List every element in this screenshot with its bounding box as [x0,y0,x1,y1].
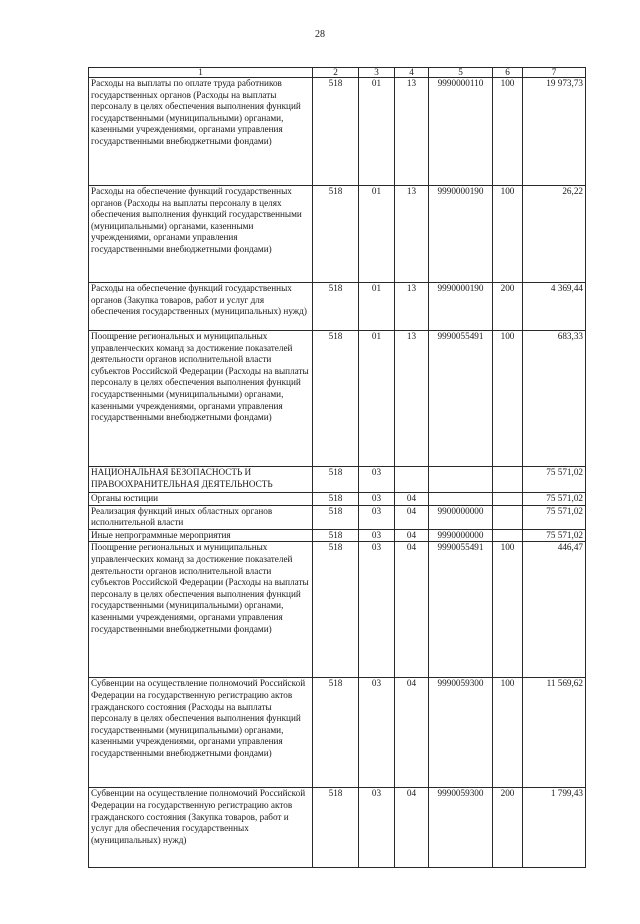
page-number: 28 [315,29,325,40]
row-subsection: 04 [395,788,429,868]
row-subsection: 13 [395,186,429,283]
row-name: НАЦИОНАЛЬНАЯ БЕЗОПАСНОСТЬ И ПРАВООХРАНИТЕЛЬНАЯ ДЕЯТЕЛЬНОСТЬ [89,467,313,493]
table-row [89,678,586,788]
row-target-article: 9900000000 [429,505,493,529]
row-amount: 75 571,02 [523,505,586,529]
row-name: Расходы на выплаты по оплате труда работников государственных органов (Расходы на выплаты персоналу в целях обеспечения выполнения функций государственными (муниципальными) органами, казенными учреждениями, органами управления государственными внебюджетными фондами) [89,78,313,186]
row-section: 01 [359,78,395,186]
header-cell-2: 2 [313,68,359,78]
row-target-article [429,493,493,506]
row-expense-type: 200 [493,283,523,331]
row-amount: 1 799,43 [523,788,586,868]
row-expense-type [493,467,523,493]
row-name: Органы юстиции [89,493,313,506]
header-cell-1: 1 [89,68,313,78]
table-row [89,505,586,529]
row-expense-type [493,505,523,529]
table-row [89,788,586,868]
row-expense-type: 100 [493,678,523,788]
row-amount: 75 571,02 [523,529,586,542]
row-target-article: 9990000190 [429,186,493,283]
row-subsection: 04 [395,542,429,678]
header-cell-5: 5 [429,68,493,78]
table-row [89,542,586,678]
row-code-admin: 518 [313,331,359,467]
row-amount: 4 369,44 [523,283,586,331]
row-subsection: 04 [395,505,429,529]
row-target-article: 9990059300 [429,788,493,868]
header-cell-3: 3 [359,68,395,78]
row-target-article: 9990059300 [429,678,493,788]
row-expense-type [493,529,523,542]
table-body [89,68,586,868]
table-row [89,186,586,283]
row-name: Расходы на обеспечение функций государственных органов (Закупка товаров, работ и услуг для обеспечения государственных (муниципальных) нужд) [89,283,313,331]
row-subsection: 13 [395,331,429,467]
row-amount: 26,22 [523,186,586,283]
row-target-article: 9990000190 [429,283,493,331]
row-code-admin: 518 [313,283,359,331]
row-expense-type: 100 [493,542,523,678]
row-name: Реализация функций иных областных органов исполнительной власти [89,505,313,529]
row-expense-type: 100 [493,331,523,467]
row-code-admin: 518 [313,505,359,529]
row-code-admin: 518 [313,78,359,186]
row-expense-type: 100 [493,186,523,283]
row-section: 03 [359,505,395,529]
row-name: Иные непрограммные мероприятия [89,529,313,542]
row-name: Поощрение региональных и муниципальных управленческих команд за достижение показателей деятельности органов исполнительной власти субъектов Российской Федерации (Расходы на выплаты персоналу в целях обеспечения выполнения функций государственными (муниципальными) органами, казенными учреждениями, органами управления государственными внебюджетными фондами) [89,542,313,678]
row-code-admin: 518 [313,678,359,788]
header-cell-4: 4 [395,68,429,78]
row-section: 01 [359,186,395,283]
row-target-article: 9990000000 [429,529,493,542]
header-row [89,68,586,78]
row-amount: 19 973,73 [523,78,586,186]
row-target-article: 9990055491 [429,542,493,678]
row-section: 01 [359,331,395,467]
row-expense-type: 200 [493,788,523,868]
table-row [89,529,586,542]
row-code-admin: 518 [313,493,359,506]
row-subsection: 04 [395,529,429,542]
row-target-article [429,467,493,493]
row-subsection: 04 [395,493,429,506]
row-code-admin: 518 [313,529,359,542]
row-section: 03 [359,788,395,868]
row-code-admin: 518 [313,186,359,283]
row-section: 03 [359,529,395,542]
row-name: Расходы на обеспечение функций государственных органов (Расходы на выплаты персоналу в целях обеспечения выполнения функций государственными (муниципальными) органами, казенными учреждениями, органами управления государственными внебюджетными фондами) [89,186,313,283]
row-target-article: 9990055491 [429,331,493,467]
table-row [89,493,586,506]
row-name: Субвенции на осуществление полномочий Российской Федерации на государственную регистрацию актов гражданского состояния (Расходы на выплаты персоналу в целях обеспечения выполнения функций государственными (муниципальными) органами, казенными учреждениями, органами управления государственными внебюджетными фондами) [89,678,313,788]
row-name: Поощрение региональных и муниципальных управленческих команд за достижение показателей деятельности органов исполнительной власти субъектов Российской Федерации (Расходы на выплаты персоналу в целях обеспечения выполнения функций государственными (муниципальными) органами, казенными учреждениями, органами управления государственными внебюджетными фондами) [89,331,313,467]
row-section: 03 [359,493,395,506]
row-target-article: 9990000110 [429,78,493,186]
table-row [89,78,586,186]
row-subsection: 04 [395,678,429,788]
table-row [89,467,586,493]
row-expense-type: 100 [493,78,523,186]
budget-table [88,67,586,868]
row-subsection: 13 [395,78,429,186]
row-section: 01 [359,283,395,331]
row-amount: 683,33 [523,331,586,467]
row-code-admin: 518 [313,542,359,678]
table-row [89,331,586,467]
row-subsection [395,467,429,493]
row-code-admin: 518 [313,788,359,868]
row-subsection: 13 [395,283,429,331]
row-name: Субвенции на осуществление полномочий Российской Федерации на государственную регистрацию актов гражданского состояния (Закупка товаров, работ и услуг для обеспечения государственных (муниципальных) нужд) [89,788,313,868]
row-section: 03 [359,678,395,788]
row-section: 03 [359,467,395,493]
header-cell-6: 6 [493,68,523,78]
table-row [89,283,586,331]
row-expense-type [493,493,523,506]
header-cell-7: 7 [523,68,586,78]
row-code-admin: 518 [313,467,359,493]
row-amount: 75 571,02 [523,493,586,506]
row-amount: 75 571,02 [523,467,586,493]
row-amount: 446,47 [523,542,586,678]
row-amount: 11 569,62 [523,678,586,788]
row-section: 03 [359,542,395,678]
